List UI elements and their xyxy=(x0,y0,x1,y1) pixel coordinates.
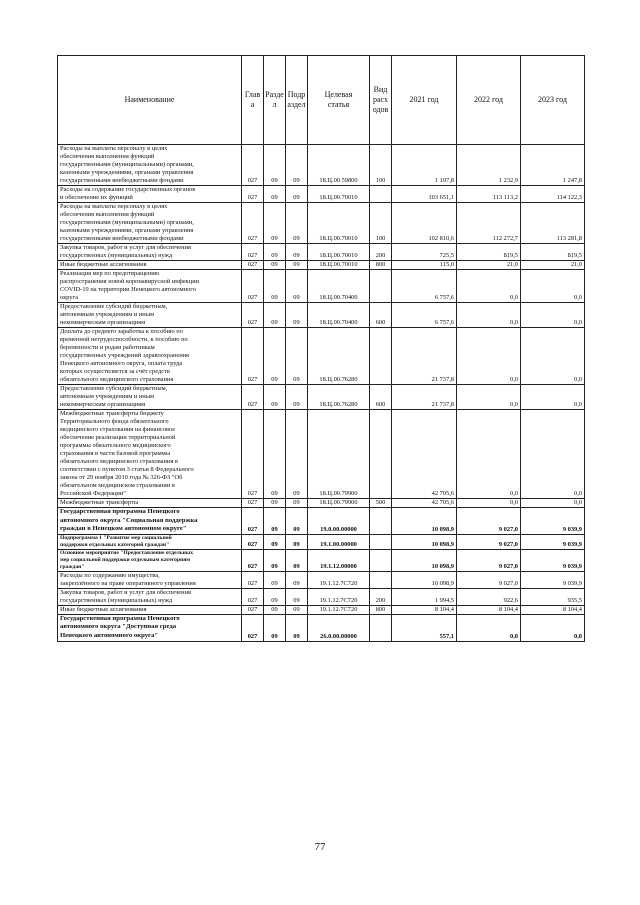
cell-razdel: 09 xyxy=(264,410,286,499)
table-row xyxy=(58,145,585,186)
header-2021: 2021 год xyxy=(392,56,457,145)
cell-razdel: 09 xyxy=(264,385,286,410)
cell-podrazdel: 09 xyxy=(286,145,308,186)
cell-razdel: 09 xyxy=(264,534,286,549)
cell-target: 18.Ц.00.70010 xyxy=(308,244,370,261)
cell-y2023: 0,0 xyxy=(521,614,585,641)
cell-y2023: 935,5 xyxy=(521,588,585,605)
cell-target: 18.Ц.00.76280 xyxy=(308,385,370,410)
cell-vid: 100 xyxy=(370,203,392,244)
cell-razdel: 09 xyxy=(264,261,286,270)
cell-vid xyxy=(370,328,392,385)
cell-target: 19.1.12.00000 xyxy=(308,549,370,571)
cell-y2022: 9 027,0 xyxy=(457,508,521,535)
cell-y2021: 1 994,5 xyxy=(392,588,457,605)
cell-vid xyxy=(370,270,392,303)
cell-glava: 027 xyxy=(242,534,264,549)
table-row xyxy=(58,303,585,328)
cell-y2021: 103 651,1 xyxy=(392,186,457,203)
cell-y2021: 21 737,8 xyxy=(392,328,457,385)
cell-name: Реализация мер по предотвращению распространения новой коронавирусной инфекции COVID-19 на территории Ненецкого автономного округа xyxy=(58,270,242,303)
cell-razdel: 09 xyxy=(264,549,286,571)
cell-razdel: 09 xyxy=(264,270,286,303)
table-row xyxy=(58,508,585,535)
cell-target: 18.Ц.00.70010 xyxy=(308,186,370,203)
cell-vid: 600 xyxy=(370,303,392,328)
cell-y2023: 9 039,9 xyxy=(521,571,585,588)
header-2022: 2022 год xyxy=(457,56,521,145)
header-glava: Глав а xyxy=(242,56,264,145)
cell-vid: 800 xyxy=(370,605,392,614)
cell-glava: 027 xyxy=(242,328,264,385)
cell-vid: 100 xyxy=(370,145,392,186)
cell-y2021: 102 810,6 xyxy=(392,203,457,244)
table-row xyxy=(58,588,585,605)
page-number: 77 xyxy=(314,841,326,853)
cell-target: 19.1.12.7С720 xyxy=(308,571,370,588)
cell-y2023: 8 104,4 xyxy=(521,605,585,614)
cell-razdel: 09 xyxy=(264,244,286,261)
cell-razdel: 09 xyxy=(264,328,286,385)
cell-y2023: 0,0 xyxy=(521,328,585,385)
cell-podrazdel: 09 xyxy=(286,410,308,499)
cell-glava: 027 xyxy=(242,410,264,499)
table-body xyxy=(58,145,585,642)
table-row xyxy=(58,549,585,571)
cell-y2022: 0,0 xyxy=(457,614,521,641)
cell-name: Расходы на содержание государственных органов и обеспечение их функций xyxy=(58,186,242,203)
cell-y2022: 0,0 xyxy=(457,410,521,499)
cell-y2023: 0,0 xyxy=(521,410,585,499)
cell-name: Основное мероприятие "Предоставление отдельных мер социальной поддержки отдельным категориям граждан" xyxy=(58,549,242,571)
table-row xyxy=(58,385,585,410)
cell-razdel: 09 xyxy=(264,186,286,203)
cell-vid: 200 xyxy=(370,588,392,605)
table-row xyxy=(58,270,585,303)
cell-razdel: 09 xyxy=(264,614,286,641)
budget-table-container xyxy=(57,55,584,642)
cell-razdel: 09 xyxy=(264,605,286,614)
cell-y2022: 8 104,4 xyxy=(457,605,521,614)
cell-target: 18.Ц.00.79900 xyxy=(308,410,370,499)
cell-y2021: 10 098,9 xyxy=(392,571,457,588)
cell-podrazdel: 09 xyxy=(286,614,308,641)
cell-y2021: 42 705,6 xyxy=(392,499,457,508)
cell-y2022: 922,6 xyxy=(457,588,521,605)
cell-y2021: 8 104,4 xyxy=(392,605,457,614)
cell-name: Иные бюджетные ассигнования xyxy=(58,261,242,270)
cell-glava: 027 xyxy=(242,303,264,328)
cell-y2023: 9 039,9 xyxy=(521,549,585,571)
cell-target: 18.Ц.00.70400 xyxy=(308,303,370,328)
cell-podrazdel: 09 xyxy=(286,244,308,261)
cell-y2023: 0,0 xyxy=(521,270,585,303)
cell-y2022: 9 027,0 xyxy=(457,534,521,549)
cell-podrazdel: 09 xyxy=(286,508,308,535)
cell-y2021: 557,1 xyxy=(392,614,457,641)
cell-glava: 027 xyxy=(242,270,264,303)
cell-razdel: 09 xyxy=(264,303,286,328)
cell-y2022: 819,5 xyxy=(457,244,521,261)
cell-razdel: 09 xyxy=(264,571,286,588)
cell-vid xyxy=(370,549,392,571)
header-target: Целевая статья xyxy=(308,56,370,145)
cell-podrazdel: 09 xyxy=(286,303,308,328)
cell-target: 18.Ц.00.79900 xyxy=(308,499,370,508)
cell-name: Расходы на выплаты персоналу в целях обеспечения выполнения функций государственными (муниципальными) органами, казенными учреждениями, органами управления государственными внебюджетными фондами xyxy=(58,203,242,244)
header-2023: 2023 год xyxy=(521,56,585,145)
table-row xyxy=(58,605,585,614)
cell-glava: 027 xyxy=(242,605,264,614)
cell-y2022: 1 232,9 xyxy=(457,145,521,186)
cell-glava: 027 xyxy=(242,203,264,244)
cell-y2022: 0,0 xyxy=(457,385,521,410)
cell-glava: 027 xyxy=(242,244,264,261)
cell-name: Межбюджетные трансферты xyxy=(58,499,242,508)
cell-y2021: 115,0 xyxy=(392,261,457,270)
cell-y2021: 6 757,6 xyxy=(392,270,457,303)
budget-table xyxy=(57,55,585,642)
cell-y2023: 9 039,9 xyxy=(521,534,585,549)
cell-y2021: 6 757,6 xyxy=(392,303,457,328)
cell-y2021: 10 098,9 xyxy=(392,549,457,571)
cell-podrazdel: 09 xyxy=(286,186,308,203)
cell-target: 18.Ц.00.70400 xyxy=(308,270,370,303)
cell-podrazdel: 09 xyxy=(286,549,308,571)
cell-y2022: 112 272,7 xyxy=(457,203,521,244)
cell-name: Предоставление субсидий бюджетным, автономным учреждениям и иным некоммерческим организациям xyxy=(58,303,242,328)
table-row xyxy=(58,410,585,499)
cell-podrazdel: 09 xyxy=(286,605,308,614)
cell-y2022: 9 027,0 xyxy=(457,549,521,571)
cell-podrazdel: 09 xyxy=(286,499,308,508)
cell-glava: 027 xyxy=(242,614,264,641)
cell-name: Предоставление субсидий бюджетным, автономным учреждениям и иным некоммерческим организациям xyxy=(58,385,242,410)
cell-razdel: 09 xyxy=(264,203,286,244)
cell-y2022: 0,0 xyxy=(457,303,521,328)
cell-name: Иные бюджетные ассигнования xyxy=(58,605,242,614)
cell-name: Доплата до среднего заработка к пособию по временной нетрудоспособности, к пособию по беременности и родам работникам государственных учреждений здравоохранения Ненецкого автономного округа, оплата труда которых осуществляется за счёт средств обязательного медицинского страхования xyxy=(58,328,242,385)
cell-y2023: 1 247,8 xyxy=(521,145,585,186)
cell-target: 19.1.12.7С720 xyxy=(308,605,370,614)
cell-vid xyxy=(370,508,392,535)
cell-target: 26.0.00.00000 xyxy=(308,614,370,641)
cell-y2021: 10 098,9 xyxy=(392,508,457,535)
cell-y2023: 21,0 xyxy=(521,261,585,270)
cell-glava: 027 xyxy=(242,261,264,270)
cell-target: 18.Ц.00.76280 xyxy=(308,328,370,385)
cell-razdel: 09 xyxy=(264,588,286,605)
cell-y2023: 0,0 xyxy=(521,303,585,328)
cell-y2021: 21 737,8 xyxy=(392,385,457,410)
cell-podrazdel: 09 xyxy=(286,328,308,385)
cell-y2023: 114 122,3 xyxy=(521,186,585,203)
cell-vid: 500 xyxy=(370,499,392,508)
cell-glava: 027 xyxy=(242,571,264,588)
cell-podrazdel: 09 xyxy=(286,203,308,244)
table-header-row xyxy=(58,56,585,145)
cell-podrazdel: 09 xyxy=(286,571,308,588)
table-row xyxy=(58,614,585,641)
table-row xyxy=(58,499,585,508)
header-razdel: Разде л xyxy=(264,56,286,145)
cell-razdel: 09 xyxy=(264,145,286,186)
cell-y2022: 21,0 xyxy=(457,261,521,270)
cell-y2022: 9 027,0 xyxy=(457,571,521,588)
cell-glava: 027 xyxy=(242,499,264,508)
cell-name: Государственная программа Ненецкого автономного округа "Доступная среда Ненецкого автономного округа" xyxy=(58,614,242,641)
table-row xyxy=(58,261,585,270)
cell-target: 18.Ц.00.70010 xyxy=(308,261,370,270)
cell-target: 19.1.00.00000 xyxy=(308,534,370,549)
cell-vid: 200 xyxy=(370,244,392,261)
cell-razdel: 09 xyxy=(264,508,286,535)
cell-name: Расходы по содержанию имущества, закреплённого на праве оперативного управления xyxy=(58,571,242,588)
cell-glava: 027 xyxy=(242,508,264,535)
cell-glava: 027 xyxy=(242,186,264,203)
cell-vid xyxy=(370,614,392,641)
cell-target: 19.1.12.7С720 xyxy=(308,588,370,605)
cell-glava: 027 xyxy=(242,588,264,605)
cell-razdel: 09 xyxy=(264,499,286,508)
table-row xyxy=(58,244,585,261)
cell-podrazdel: 09 xyxy=(286,534,308,549)
cell-target: 19.0.00.00000 xyxy=(308,508,370,535)
cell-target: 18.Ц.00.59800 xyxy=(308,145,370,186)
header-name: Наименование xyxy=(58,56,242,145)
cell-glava: 027 xyxy=(242,145,264,186)
table-row xyxy=(58,186,585,203)
cell-y2021: 10 098,9 xyxy=(392,534,457,549)
cell-podrazdel: 09 xyxy=(286,385,308,410)
cell-podrazdel: 09 xyxy=(286,261,308,270)
cell-vid xyxy=(370,534,392,549)
table-row xyxy=(58,571,585,588)
cell-name: Закупка товаров, работ и услуг для обеспечения государственных (муниципальных) нужд xyxy=(58,244,242,261)
cell-podrazdel: 09 xyxy=(286,270,308,303)
cell-y2023: 819,5 xyxy=(521,244,585,261)
cell-vid xyxy=(370,410,392,499)
cell-podrazdel: 09 xyxy=(286,588,308,605)
cell-name: Межбюджетные трансферты бюджету Территориального фонда обязательного медицинского страхования на финансовое обеспечение реализации территориальной программы обязательного медицинского страхования в части базовой программы обязательного медицинского страхования в соответствии с пунктом 3 статьи 8 Федерального закона от 29 ноября 2010 года № 326-ФЗ "Об обязательном медицинском страховании в Российской Федерации" xyxy=(58,410,242,499)
cell-y2023: 0,0 xyxy=(521,499,585,508)
cell-glava: 027 xyxy=(242,549,264,571)
cell-y2022: 0,0 xyxy=(457,499,521,508)
cell-vid xyxy=(370,571,392,588)
table-row xyxy=(58,203,585,244)
cell-y2022: 0,0 xyxy=(457,328,521,385)
cell-y2021: 725,5 xyxy=(392,244,457,261)
cell-y2021: 42 705,6 xyxy=(392,410,457,499)
cell-y2023: 0,0 xyxy=(521,385,585,410)
cell-y2022: 113 113,2 xyxy=(457,186,521,203)
cell-name: Подпрограмма 1 "Развитие мер социальной поддержки отдельных категорий граждан" xyxy=(58,534,242,549)
table-row xyxy=(58,328,585,385)
cell-y2021: 1 197,8 xyxy=(392,145,457,186)
cell-vid xyxy=(370,186,392,203)
cell-y2023: 113 281,8 xyxy=(521,203,585,244)
cell-vid: 800 xyxy=(370,261,392,270)
cell-glava: 027 xyxy=(242,385,264,410)
cell-y2023: 9 039,9 xyxy=(521,508,585,535)
table-row xyxy=(58,534,585,549)
cell-name: Государственная программа Ненецкого автономного округа "Социальная поддержка граждан в Ненецком автономном округе" xyxy=(58,508,242,535)
cell-y2022: 0,0 xyxy=(457,270,521,303)
cell-name: Закупка товаров, работ и услуг для обеспечения государственных (муниципальных) нужд xyxy=(58,588,242,605)
header-podrazdel: Подр аздел xyxy=(286,56,308,145)
cell-target: 18.Ц.00.70010 xyxy=(308,203,370,244)
header-vid: Вид расх одов xyxy=(370,56,392,145)
cell-vid: 600 xyxy=(370,385,392,410)
cell-name: Расходы на выплаты персоналу в целях обеспечения выполнения функций государственными (муниципальными) органами, казенными учреждениями, органами управления государственными внебюджетными фондами xyxy=(58,145,242,186)
